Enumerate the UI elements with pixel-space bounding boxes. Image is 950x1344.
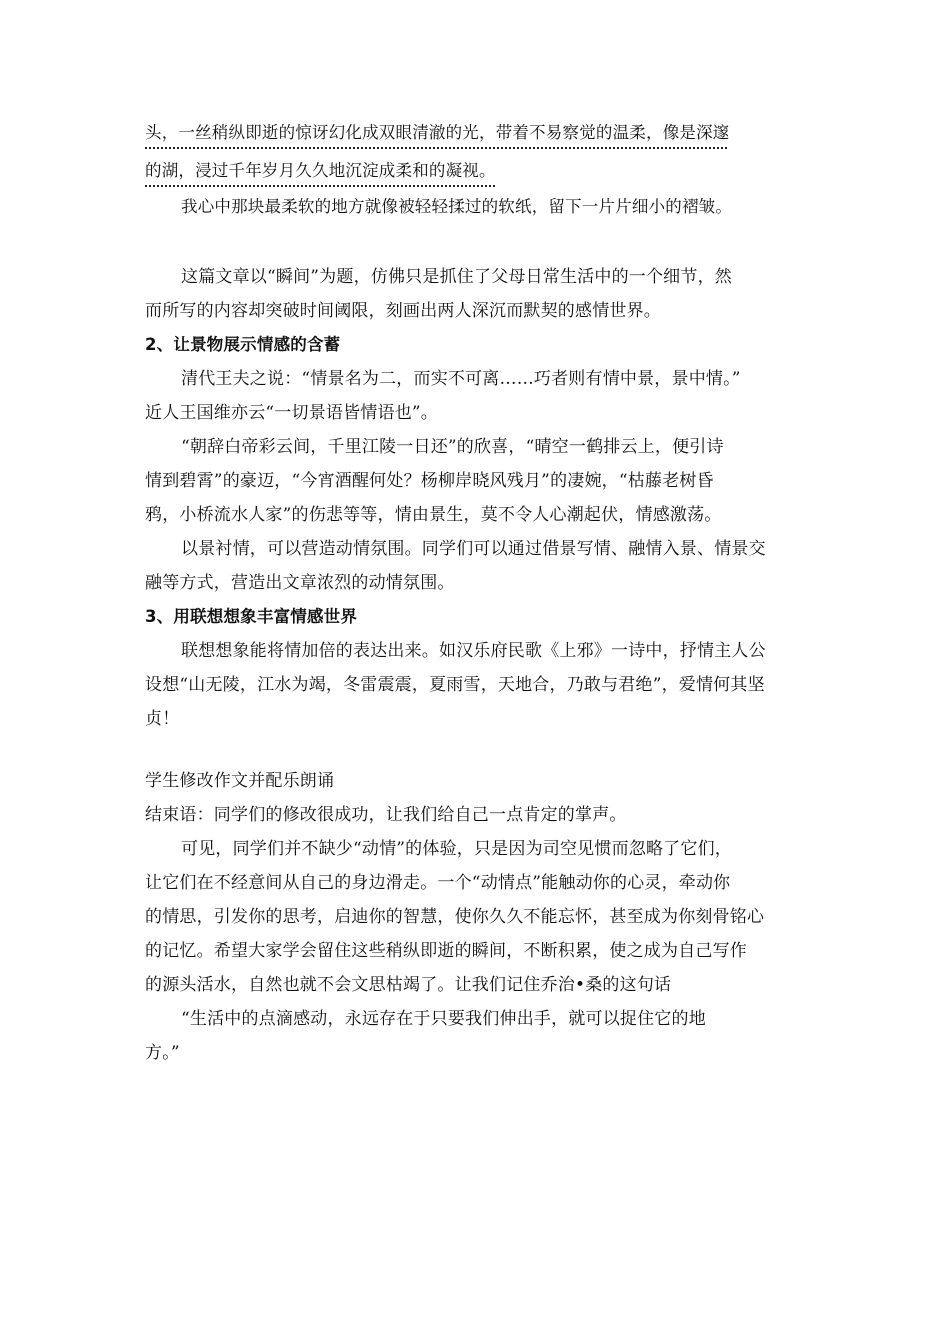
section-2-p2-line-2: 情到碧霄”的豪迈，“今宵酒醒何处？杨柳岸晓风残月”的凄婉，“枯藤老树昏 (145, 471, 714, 491)
section-2-p2-line-3: 鸦，小桥流水人家”的伤悲等等，情由景生，莫不令人心潮起伏，情感激荡。 (145, 505, 722, 525)
activity-note: 学生修改作文并配乐朗诵 (145, 771, 335, 791)
closing-p1-line-4: 的记忆。希望大家学会留住这些稍纵即逝的瞬间，不断积累，使之成为自己写作 (145, 941, 747, 961)
section-3-p1-line-1: 联想想象能将情加倍的表达出来。如汉乐府民歌《上邪》一诗中，抒情主人公 (181, 641, 766, 661)
comment-line-2: 而所写的内容却突破时间阈限，刻画出两人深沉而默契的感情世界。 (145, 301, 661, 321)
section-2-p1-line-1: 清代王夫之说：“情景名为二，而实不可离……巧者则有情中景，景中情。” (181, 369, 741, 389)
section-2-heading: 2、让景物展示情感的含蓄 (145, 335, 341, 354)
closing-p1-line-3: 的情思，引发你的思考，启迪你的智慧，使你久久不能忘怀，甚至成为你刻骨铭心 (145, 907, 765, 927)
document-page (145, 114, 810, 1070)
closing-p1-line-2: 让它们在不经意间从自己的身边滑走。一个“动情点”能触动你的心灵，牵动你 (145, 873, 731, 893)
closing-summary: 结束语：同学们的修改很成功，让我们给自己一点肯定的掌声。 (145, 805, 627, 825)
section-2-p2-line-1: “朝辞白帝彩云间，千里江陵一日还”的欣喜，“晴空一鹤排云上，便引诗 (181, 437, 724, 457)
closing-p1-line-1: 可见，同学们并不缺少“动情”的体验，只是因为司空见惯而忽略了它们， (181, 839, 732, 859)
section-3-p1-line-3: 贞！ (145, 709, 180, 729)
section-3-heading: 3、用联想想象丰富情感世界 (145, 607, 358, 626)
comment-line-1: 这篇文章以“瞬间”为题，仿佛只是抓住了父母日常生活中的一个细节，然 (181, 267, 732, 287)
section-3-p1-line-2: 设想“山无陵，江水为竭，冬雷震震，夏雨雪，天地合，乃敢与君绝”，爱情何其坚 (145, 675, 765, 695)
quote-line-2: 方。” (145, 1043, 180, 1063)
quote-line-1: “生活中的点滴感动，永远存在于只要我们伸出手，就可以捉住它的地 (181, 1009, 706, 1029)
closing-p1-line-5: 的源头活水，自然也就不会文思枯竭了。让我们记住乔治•桑的这句话 (145, 975, 672, 995)
spacer (145, 736, 810, 764)
essay-line-2: 的湖，浸过千年岁月久久地沉淀成柔和的凝视。 (145, 161, 496, 180)
spacer (145, 224, 810, 260)
section-2-p3-line-1: 以景衬情，可以营造动情氛围。同学们可以通过借景写情、融情入景、情景交 (181, 539, 766, 559)
section-2-p1-line-2: 近人王国维亦云“一切景语皆情语也”。 (145, 403, 438, 423)
section-2-p3-line-2: 融等方式，营造出文章浓烈的动情氛围。 (145, 573, 455, 593)
essay-line-3: 我心中那块最柔软的地方就像被轻轻揉过的软纸，留下一片片细小的褶皱。 (181, 197, 733, 216)
essay-line-1: 头，一丝稍纵即逝的惊讶幻化成双眼清澈的光，带着不易察觉的温柔，像是深邃 (145, 123, 730, 142)
